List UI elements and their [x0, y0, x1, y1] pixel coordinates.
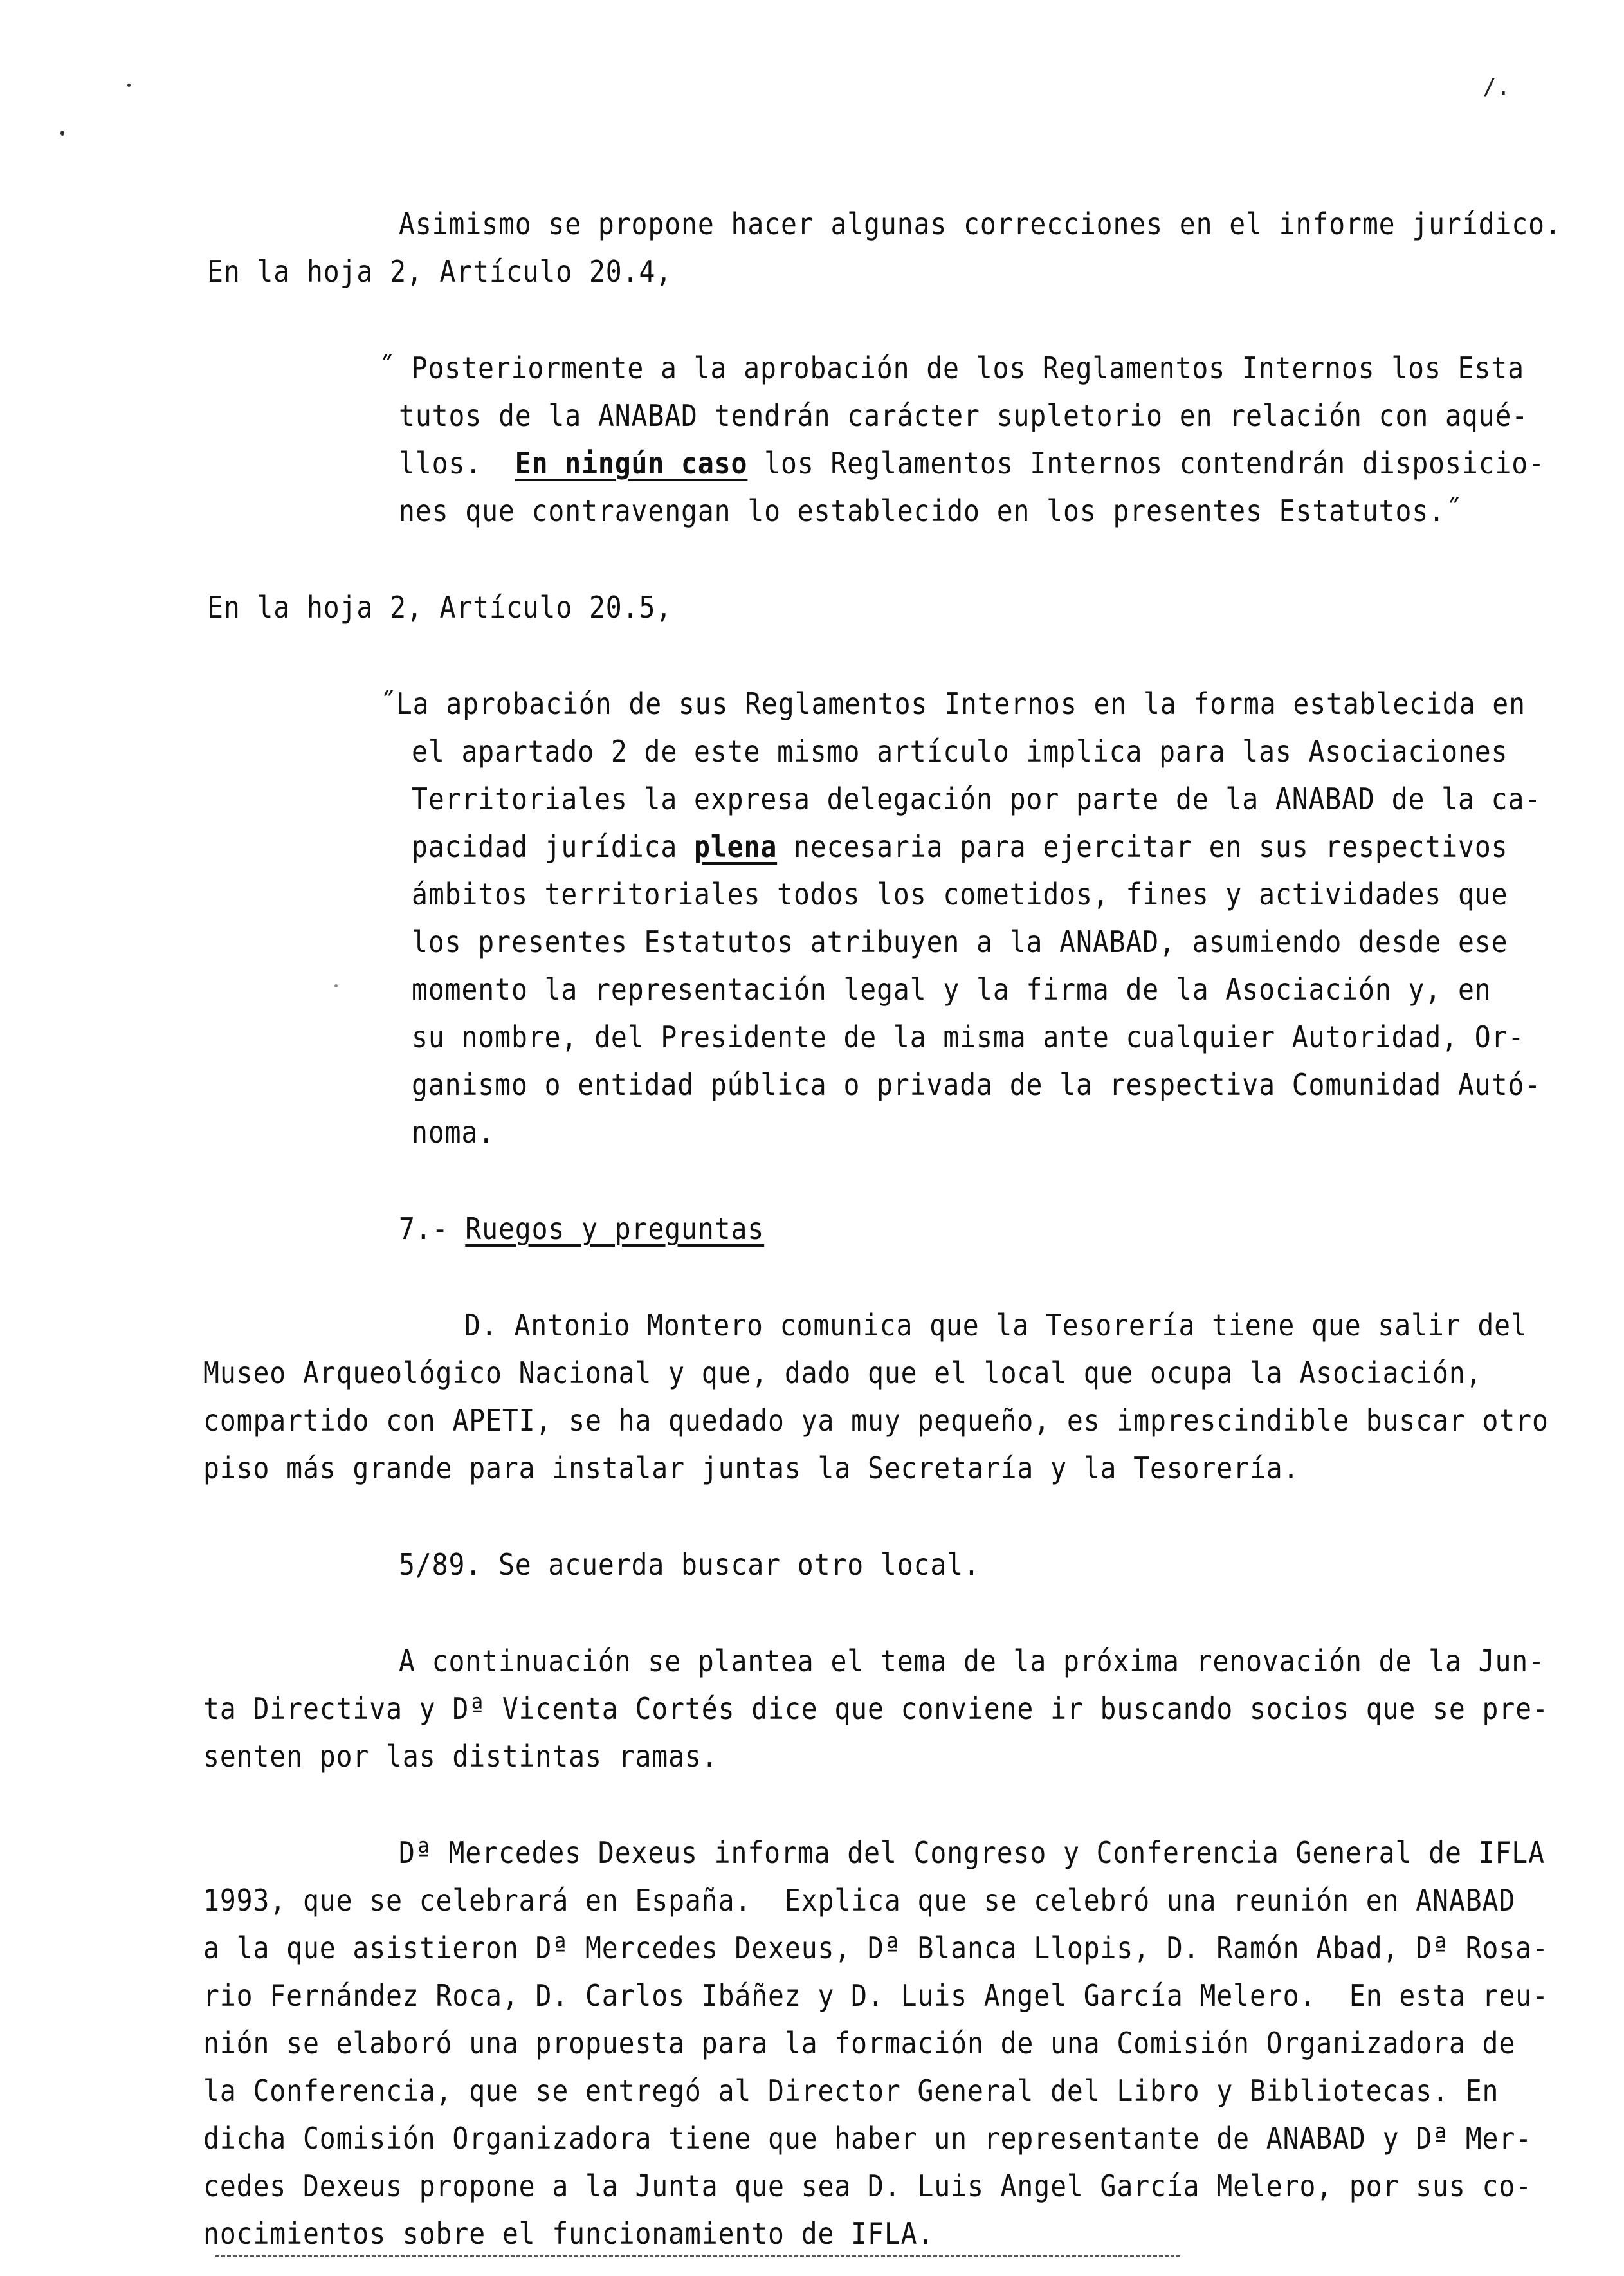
- quote-line: tutos de la ANABAD tendrán carácter supletorio en relación con aqué-: [399, 398, 1529, 433]
- paragraph-line: D. Antonio Montero comunica que la Tesorería tiene que salir del: [464, 1308, 1528, 1343]
- section-number: 7.-: [399, 1211, 466, 1246]
- quote-line: ˝ Posteriormente a la aprobación de los Reglamentos Internos los Esta: [378, 351, 1524, 385]
- page-number: /.: [1483, 74, 1511, 100]
- paragraph-line: rio Fernández Roca, D. Carlos Ibáñez y D. Luis Angel García Melero. En esta reu-: [203, 1978, 1549, 2013]
- scan-speck: [127, 84, 131, 87]
- paragraph-line: a la que asistieron Dª Mercedes Dexeus, Dª Blanca Llopis, D. Ramón Abad, Dª Rosa-: [203, 1931, 1549, 1965]
- quote-line: noma.: [412, 1115, 495, 1150]
- paragraph-line: dicha Comisión Organizadora tiene que haber un representante de ANABAD y Dª Mer-: [203, 2121, 1532, 2156]
- emphasis-underlined: En ningún caso: [515, 446, 748, 481]
- paragraph-line: piso más grande para instalar juntas la Secretaría y la Tesorería.: [203, 1451, 1300, 1485]
- emphasis-underlined: plena: [694, 829, 778, 864]
- paragraph-line: Museo Arqueológico Nacional y que, dado que el local que ocupa la Asociación,: [203, 1355, 1483, 1390]
- article-reference: En la hoja 2, Artículo 20.5,: [207, 590, 673, 625]
- quote-line: ganismo o entidad pública o privada de la respectiva Comunidad Autó-: [412, 1067, 1542, 1102]
- quote-line: Territoriales la expresa delegación por parte de la ANABAD de la ca-: [412, 782, 1542, 816]
- scan-speck: [334, 984, 338, 987]
- quote-line: [412, 827, 1508, 866]
- quote-line: nes que contravengan lo establecido en los presentes Estatutos.˝: [399, 493, 1462, 528]
- quote-line: momento la representación legal y la firma de la Asociación y, en: [412, 972, 1492, 1007]
- paragraph-line: Dª Mercedes Dexeus informa del Congreso y Conferencia General de IFLA: [399, 1835, 1545, 1870]
- section-heading: [399, 1209, 764, 1248]
- paragraph-line: A continuación se plantea el tema de la próxima renovación de la Jun-: [399, 1644, 1545, 1678]
- article-reference: En la hoja 2, Artículo 20.4,: [207, 254, 673, 289]
- quote-line: [399, 444, 1545, 482]
- quote-text: llos.: [399, 446, 515, 481]
- quote-line: ˝La aprobación de sus Reglamentos Internos en la forma establecida en: [379, 686, 1526, 721]
- paragraph-line: compartido con APETI, se ha quedado ya muy pequeño, es imprescindible buscar otro: [203, 1403, 1549, 1438]
- footer-rule: [215, 2255, 1180, 2257]
- paragraph-line: nocimientos sobre el funcionamiento de IFLA.: [203, 2216, 935, 2251]
- quote-text: necesaria para ejercitar en sus respectivos: [777, 829, 1508, 864]
- paragraph-line: cedes Dexeus propone a la Junta que sea D. Luis Angel García Melero, por sus co-: [203, 2169, 1532, 2203]
- paragraph-line: senten por las distintas ramas.: [203, 1739, 718, 1774]
- paragraph-line: nión se elaboró una propuesta para la formación de una Comisión Organizadora de: [203, 2026, 1516, 2060]
- paragraph-line: 1993, que se celebrará en España. Explica que se celebró una reunión en ANABAD: [203, 1883, 1516, 1918]
- quote-line: los presentes Estatutos atribuyen a la ANABAD, asumiendo desde ese: [412, 924, 1508, 959]
- quote-text: los Reglamentos Internos contendrán disposicio-: [747, 446, 1545, 481]
- quote-line: ámbitos territoriales todos los cometidos, fines y actividades que: [412, 877, 1508, 912]
- agreement-line: 5/89. Se acuerda buscar otro local.: [399, 1547, 980, 1582]
- quote-text: pacidad jurídica: [412, 829, 695, 864]
- intro-line: Asimismo se propone hacer algunas correcciones en el informe jurídico.: [399, 206, 1562, 241]
- section-title: Ruegos y preguntas: [465, 1211, 765, 1246]
- paragraph-line: la Conferencia, que se entregó al Director General del Libro y Bibliotecas. En: [203, 2073, 1499, 2108]
- quote-line: su nombre, del Presidente de la misma ante cualquier Autoridad, Or-: [412, 1020, 1525, 1054]
- paragraph-line: ta Directiva y Dª Vicenta Cortés dice que conviene ir buscando socios que se pre-: [203, 1691, 1549, 1726]
- scan-speck: [60, 131, 64, 136]
- quote-line: el apartado 2 de este mismo artículo implica para las Asociaciones: [412, 734, 1508, 769]
